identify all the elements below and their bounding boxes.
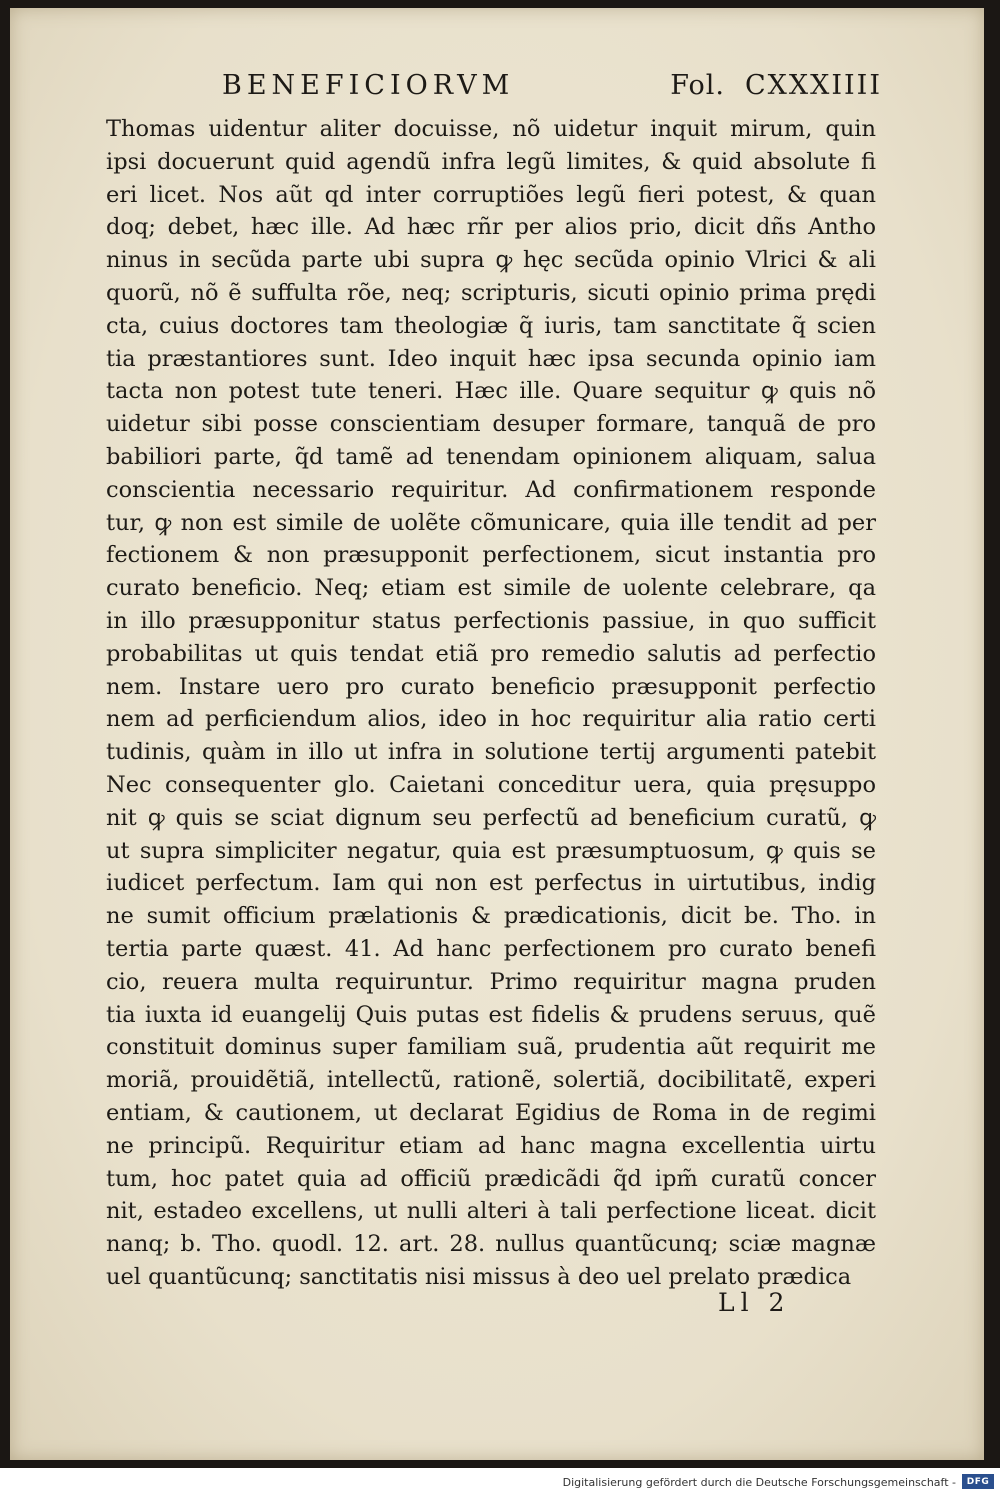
text-line: tur, ꝙ non est simile de uolẽte cõmunicare, quia ille tendit ad per	[106, 509, 876, 536]
text-line: constituit dominus super familiam suã, prudentia aũt requirit me	[106, 1034, 876, 1061]
digitization-credit: Digitalisierung gefördert durch die Deutsche Forschungsgemeinschaft -	[562, 1476, 956, 1489]
text-line: nit ꝙ quis se sciat dignum seu perfectũ ad beneficium curatũ, ꝙ	[106, 804, 876, 831]
text-line: doq; debet, hæc ille. Ad hæc rñr per alios prio, dicit dñs Antho	[106, 214, 876, 241]
text-line: entiam, & cautionem, ut declarat Egidius de Roma in de regimi	[106, 1099, 876, 1126]
text-line: uidetur sibi posse conscientiam desuper formare, tanquã de pro	[106, 411, 876, 438]
text-line: nanq; b. Tho. quodl. 12. art. 28. nullus quantũcunq; sciæ magnæ	[106, 1231, 876, 1258]
running-head	[222, 70, 882, 110]
text-line: ipsi docuerunt quid agendũ infra legũ limites, & quid absolute fi	[106, 148, 876, 175]
text-line: nem. Instare uero pro curato beneficio præsupponit perfectio	[106, 673, 876, 700]
signature-mark: Ll 2	[718, 1288, 791, 1317]
text-line: in illo præsupponitur status perfectionis passiue, in quo sufficit	[106, 607, 876, 634]
text-line: moriã, prouidẽtiã, intellectũ, rationẽ, solertiã, docibilitatẽ, experi	[106, 1067, 876, 1094]
text-line: tacta non potest tute teneri. Hæc ille. Quare sequitur ꝙ quis nõ	[106, 378, 876, 405]
text-line: probabilitas ut quis tendat etiã pro remedio salutis ad perfectio	[106, 640, 876, 667]
text-line: tia iuxta id euangelij Quis putas est fidelis & prudens seruus, quẽ	[106, 1001, 876, 1028]
text-line: conscientia necessario requiritur. Ad confirmationem responde	[106, 476, 876, 503]
text-line: iudicet perfectum. Iam qui non est perfectus in uirtutibus, indig	[106, 870, 876, 897]
text-line: cta, cuius doctores tam theologiæ q̃ iuris, tam sanctitate q̃ scien	[106, 312, 876, 339]
text-line: curato beneficio. Neq; etiam est simile de uolente celebrare, qa	[106, 575, 876, 602]
text-line: nit, estadeo excellens, ut nulli alteri à tali perfectione liceat. dicit	[106, 1198, 876, 1225]
dfg-logo: DFG	[962, 1474, 994, 1489]
text-line: cio, reuera multa requiruntur. Primo requiritur magna pruden	[106, 968, 876, 995]
text-line: quorũ, nõ ẽ suffulta rõe, neq; scripturis, sicuti opinio prima prędi	[106, 279, 876, 306]
text-line: tia præstantiores sunt. Ideo inquit hæc ipsa secunda opinio iam	[106, 345, 876, 372]
text-line: babiliori parte, q̃d tamẽ ad tenendam opinionem aliquam, salua	[106, 443, 876, 470]
book-page	[10, 8, 984, 1460]
text-line: uel quantũcunq; sanctitatis nisi missus à deo uel prelato prædica	[106, 1263, 852, 1290]
running-title: BENEFICIORVM	[222, 70, 515, 101]
text-line: ninus in secũda parte ubi supra ꝙ hęc secũda opinio Vlrici & ali	[106, 247, 876, 274]
text-line: nem ad perficiendum alios, ideo in hoc requiritur alia ratio certi	[106, 706, 876, 733]
text-line: Nec consequenter glo. Caietani conceditur uera, quia pręsuppo	[106, 771, 876, 798]
folio-number: CXXXIIII	[745, 70, 882, 101]
text-line: ut supra simpliciter negatur, quia est præsumptuosum, ꝙ quis se	[106, 837, 876, 864]
folio-label: Fol.	[670, 70, 725, 101]
text-line: Thomas uidentur aliter docuisse, nõ uidetur inquit mirum, quin	[106, 116, 876, 142]
text-line: fectionem & non præsupponit perfectionem, sicut instantia pro	[106, 542, 876, 569]
text-line: eri licet. Nos aũt qd inter corruptiões legũ fieri potest, & quan	[106, 181, 876, 208]
text-line: tum, hoc patet quia ad officiũ prædicãdi q̃d ipm̃ curatũ concer	[106, 1165, 876, 1192]
text-line: tudinis, quàm in illo ut infra in solutione tertij argumenti patebit	[106, 739, 876, 766]
text-line: ne principũ. Requiritur etiam ad hanc magna excellentia uirtu	[106, 1132, 876, 1159]
text-line: tertia parte quæst. 41. Ad hanc perfectionem pro curato benefi	[106, 935, 876, 962]
text-line: ne sumit officium prælationis & prædicationis, dicit be. Tho. in	[106, 903, 876, 930]
text-block	[106, 113, 876, 1294]
